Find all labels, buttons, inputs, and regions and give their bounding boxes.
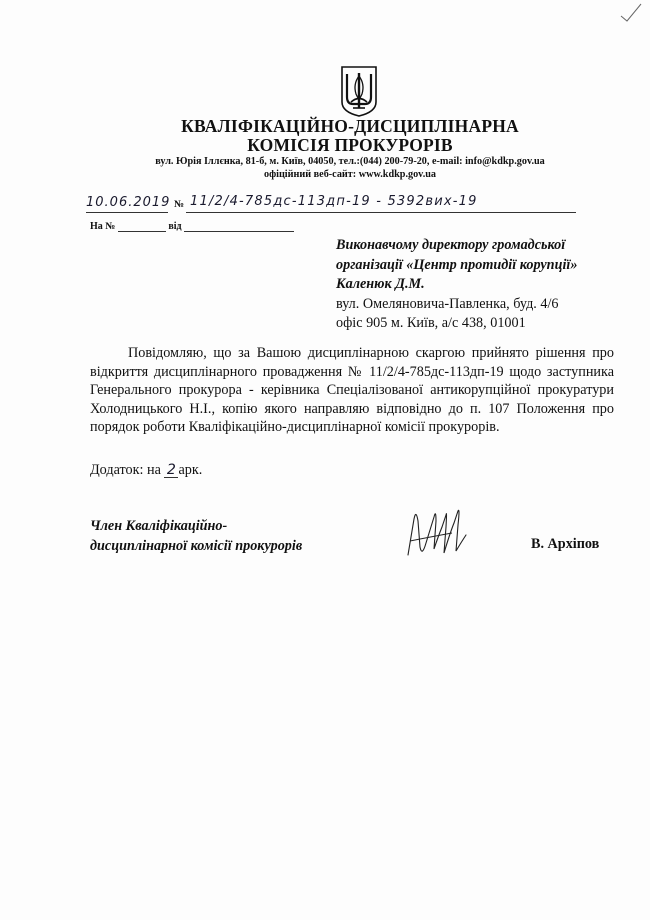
outgoing-number: 11/2/4-785дс-113дп-19 - 5392вих-19	[190, 194, 478, 209]
attachment-line	[90, 462, 202, 479]
trident-emblem-icon	[339, 64, 379, 118]
position-line1: Член Кваліфікаційно-	[90, 518, 228, 534]
contacts-block	[120, 155, 580, 181]
attachment-prefix: Додаток: на	[90, 462, 161, 478]
number-underline	[186, 212, 576, 213]
outgoing-number-label: №	[174, 199, 185, 210]
website-line: офіційний веб-сайт: www.kdkp.gov.ua	[263, 169, 437, 180]
date-underline	[86, 212, 168, 213]
reference-date-label: від	[168, 221, 182, 232]
recipient-name: Каленюк Д.М.	[336, 276, 425, 293]
signatory-name: В. Архіпов	[531, 536, 600, 552]
organization-name	[150, 117, 550, 155]
letter-body: Повідомляю, що за Вашою дисциплінарною скаргою прийнято рішення про відкриття дисциплінарного провадження № 11/2/4-785дс-113дп-19 щодо заступника Генерального прокурора - керівника Спеціалізованої антикорупційної прокуратури Холодницького Н.І., копію якого направляю відповідно до п. 107 Положення про порядок роботи Кваліфікаційно-дисциплінарної комісії прокурорів.	[90, 345, 614, 436]
reference-line	[90, 221, 294, 232]
attachment-count: 2	[164, 464, 178, 478]
recipient-line2: організації «Центр протидії корупції»	[336, 256, 578, 273]
recipient-address-line2: офіс 905 м. Київ, а/с 438, 01001	[336, 315, 526, 332]
signatory-position	[90, 516, 302, 556]
checkmark-icon	[618, 2, 644, 24]
handwritten-signature	[400, 497, 475, 567]
attachment-suffix: арк.	[178, 462, 203, 478]
org-name-line2: КОМІСІЯ ПРОКУРОРІВ	[247, 135, 453, 155]
address-line: вул. Юрія Іллєнка, 81-б, м. Київ, 04050, тел.:(044) 200-79-20, e-mail: info@kdkp.gov.ua	[155, 156, 545, 167]
position-line2: дисциплінарної комісії прокурорів	[90, 538, 303, 554]
outgoing-date: 10.06.2019	[86, 195, 171, 210]
recipient-line1: Виконавчому директору громадської	[336, 237, 566, 253]
recipient-address-line1: вул. Омеляновича-Павленка, буд. 4/6	[336, 295, 559, 312]
recipient-block	[336, 236, 606, 334]
reference-date-blank	[184, 231, 294, 232]
reference-number-label: На №	[90, 221, 116, 232]
outgoing-registration	[86, 195, 576, 215]
reference-number-blank	[118, 231, 166, 232]
org-name-line1: КВАЛІФІКАЦІЙНО-ДИСЦИПЛІНАРНА	[181, 116, 519, 136]
